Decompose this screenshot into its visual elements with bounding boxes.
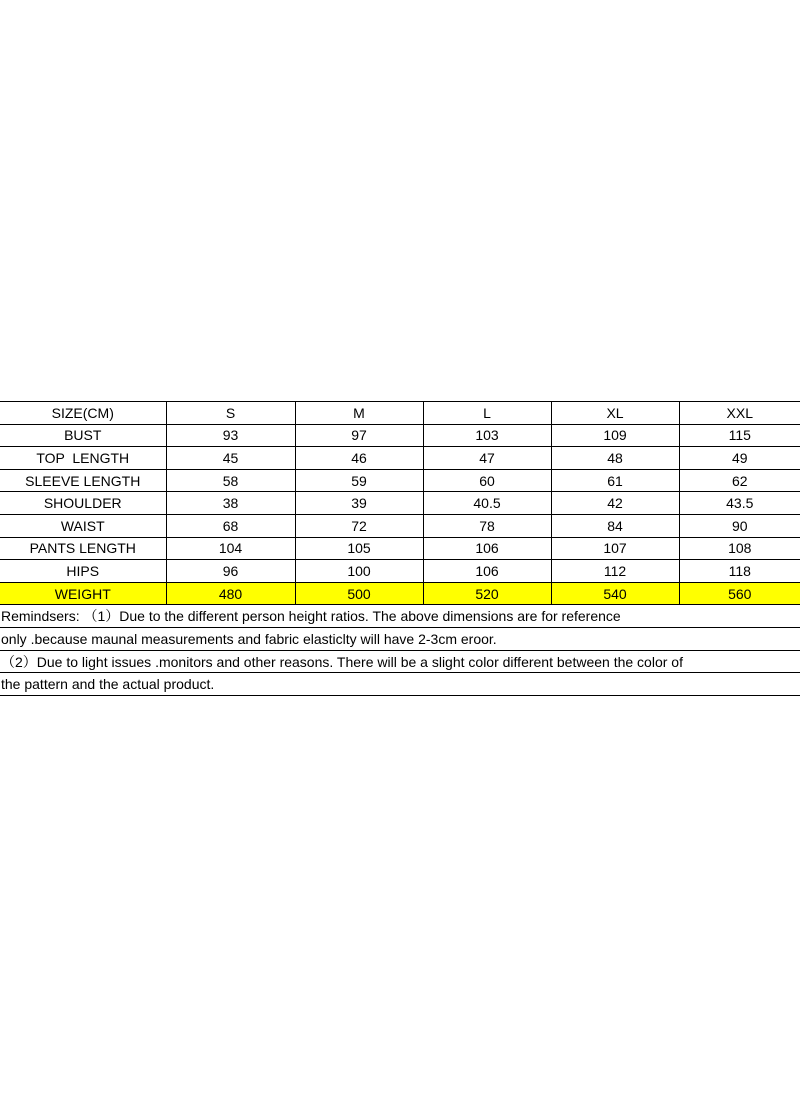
header-cell: XXL [679, 402, 800, 425]
table-row [0, 424, 800, 447]
header-cell: SIZE(CM) [0, 402, 166, 425]
table-cell: 104 [166, 537, 295, 560]
table-cell: 47 [423, 447, 551, 470]
table-cell: 46 [295, 447, 423, 470]
table-row [0, 469, 800, 492]
table-cell: 90 [679, 514, 800, 537]
table-cell: 84 [551, 514, 679, 537]
table-cell: 58 [166, 469, 295, 492]
row-label: BUST [0, 424, 166, 447]
row-label: SLEEVE LENGTH [0, 469, 166, 492]
table-cell: 40.5 [423, 492, 551, 515]
table-cell: 100 [295, 560, 423, 583]
note-line: only .because maunal measurements and fabric elasticlty will have 2-3cm eroor. [0, 628, 800, 651]
row-label: TOP LENGTH [0, 447, 166, 470]
table-cell: 42 [551, 492, 679, 515]
note-line: Remindsers: （1）Due to the different person height ratios. The above dimensions are for reference [0, 605, 800, 628]
table-cell: 112 [551, 560, 679, 583]
size-table [0, 401, 800, 605]
size-chart [0, 401, 800, 696]
table-cell: 93 [166, 424, 295, 447]
row-label: PANTS LENGTH [0, 537, 166, 560]
table-header-row [0, 402, 800, 425]
header-cell: S [166, 402, 295, 425]
table-cell: 72 [295, 514, 423, 537]
table-row [0, 492, 800, 515]
reminder-notes [0, 605, 800, 695]
table-cell: 49 [679, 447, 800, 470]
note-line: （2）Due to light issues .monitors and other reasons. There will be a slight color different between the color of [0, 651, 800, 674]
note-line: the pattern and the actual product. [0, 673, 800, 696]
table-row [0, 447, 800, 470]
table-cell: 107 [551, 537, 679, 560]
table-cell: 103 [423, 424, 551, 447]
table-cell: 500 [295, 582, 423, 605]
table-cell: 560 [679, 582, 800, 605]
table-cell: 59 [295, 469, 423, 492]
table-cell: 48 [551, 447, 679, 470]
table-cell: 60 [423, 469, 551, 492]
table-cell: 109 [551, 424, 679, 447]
table-cell: 108 [679, 537, 800, 560]
table-cell: 106 [423, 537, 551, 560]
table-cell: 540 [551, 582, 679, 605]
table-cell: 96 [166, 560, 295, 583]
table-cell: 105 [295, 537, 423, 560]
header-cell: XL [551, 402, 679, 425]
table-cell: 38 [166, 492, 295, 515]
row-label: SHOULDER [0, 492, 166, 515]
table-cell: 520 [423, 582, 551, 605]
table-cell: 43.5 [679, 492, 800, 515]
table-cell: 61 [551, 469, 679, 492]
table-cell: 115 [679, 424, 800, 447]
table-cell: 480 [166, 582, 295, 605]
row-label: WEIGHT [0, 582, 166, 605]
table-cell: 97 [295, 424, 423, 447]
row-label: WAIST [0, 514, 166, 537]
table-cell: 39 [295, 492, 423, 515]
table-cell: 78 [423, 514, 551, 537]
header-cell: M [295, 402, 423, 425]
table-cell: 45 [166, 447, 295, 470]
table-row [0, 537, 800, 560]
table-cell: 62 [679, 469, 800, 492]
table-cell: 68 [166, 514, 295, 537]
weight-row [0, 582, 800, 605]
table-cell: 118 [679, 560, 800, 583]
table-row [0, 514, 800, 537]
header-cell: L [423, 402, 551, 425]
table-row [0, 560, 800, 583]
table-cell: 106 [423, 560, 551, 583]
row-label: HIPS [0, 560, 166, 583]
